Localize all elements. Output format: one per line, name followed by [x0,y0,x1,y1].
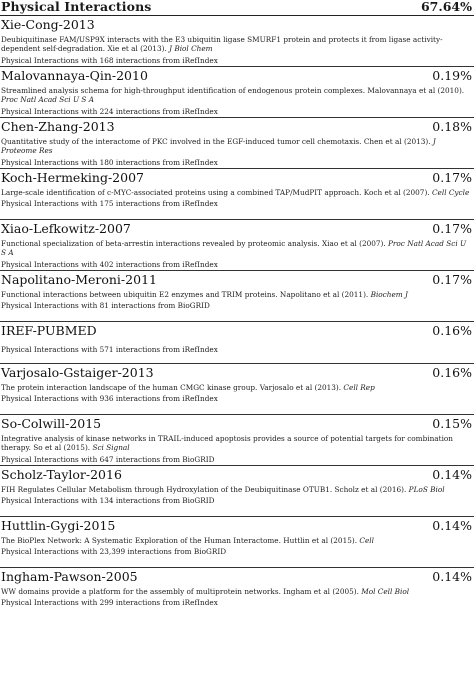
entry-name[interactable]: Chen-Zhang-2013 [1,119,115,134]
entry-percent: 0.14% [432,467,472,482]
entry-description [1,383,472,392]
entry-percent: 0.17% [432,170,472,185]
entry-name[interactable]: Huttlin-Gygi-2015 [1,518,116,533]
entry-name[interactable]: Varjosalo-Gstaiger-2013 [1,365,154,380]
entry-description-text: Quantitative study of the interactome of PKC involved in the EGF-induced tumor cell chemotaxis. Chen et al (2013). [1,137,431,146]
entry-percent: 0.17% [432,221,472,236]
entry-description-text: Functional interactions between ubiquitin E2 enzymes and TRIM proteins. Napolitano et al (2011). [1,290,369,299]
interaction-entry [0,16,474,67]
entry-source: Physical Interactions with 299 interactions from iRefIndex [1,598,218,608]
entry-journal: Cell Rep [343,383,375,392]
entry-name[interactable]: Ingham-Pawson-2005 [1,569,138,584]
interaction-entry [0,517,474,568]
entry-journal: Sci Signal [92,443,130,453]
entry-description [1,536,472,545]
section-title: Physical Interactions [1,0,152,14]
entry-percent: 0.17% [432,272,472,287]
entry-description-text: Integrative analysis of kinase networks in TRAIL-induced apoptosis provides a source of potential targets for combination therapy. So et al (2015). [1,434,454,453]
interaction-entry [0,415,474,466]
entry-percent: 0.18% [432,119,472,134]
entry-description [1,86,472,105]
entry-description [1,290,472,299]
entry-percent: 0.14% [432,518,472,533]
entry-description [1,137,472,156]
entry-description-text: The BioPlex Network: A Systematic Exploration of the Human Interactome. Huttlin et al (2015). [1,536,358,545]
interaction-entry [0,466,474,517]
entry-description-text: FIH Regulates Cellular Metabolism through Hydroxylation of the Deubiquitinase OTUB1. Scholz et al (2016). [1,485,407,494]
entry-description-text: Functional specialization of beta-arrestin interactions revealed by proteomic analysis. Xiao et al (2007). [1,239,386,248]
entry-source: Physical Interactions with 224 interactions from iRefIndex [1,106,218,116]
interaction-entry [0,322,474,364]
entry-source: Physical Interactions with 168 interactions from iRefIndex [1,55,218,65]
entry-journal: PLoS Biol [408,485,445,494]
entry-description-text: Large-scale identification of c-MYC-associated proteins using a combined TAP/MudPIT approach. Koch et al (2007). [1,188,430,197]
interaction-entry [0,220,474,271]
entry-journal: Proc Natl Acad Sci U S A [1,239,467,258]
entry-percent: 0.14% [432,569,472,584]
entry-name[interactable]: Napolitano-Meroni-2011 [1,272,157,287]
entry-description-text: The protein interaction landscape of the human CMGC kinase group. Varjosalo et al (2013). [1,383,342,392]
entry-percent: 0.19% [432,68,472,83]
section-header [0,0,474,16]
entry-name[interactable]: Scholz-Taylor-2016 [1,467,122,482]
entry-source: Physical Interactions with 571 interactions from iRefIndex [1,345,218,354]
entry-name[interactable]: Xiao-Lefkowitz-2007 [1,221,131,236]
entry-description [1,35,472,54]
entry-description [1,188,472,197]
entry-name[interactable]: Koch-Hermeking-2007 [1,170,144,185]
entry-percent: 0.16% [432,323,472,338]
entry-journal: Cell Cycle [431,188,470,197]
entry-journal: J Biol Chem [169,44,213,54]
entry-source: Physical Interactions with 134 interactions from BioGRID [1,496,215,506]
entry-journal: Cell [359,536,374,545]
interaction-entry [0,568,474,618]
entry-name[interactable]: So-Colwill-2015 [1,416,102,431]
entry-name[interactable]: Malovannaya-Qin-2010 [1,68,148,83]
entry-percent: 0.15% [432,416,472,431]
entry-source: Physical Interactions with 936 interactions from iRefIndex [1,394,218,404]
interaction-entry [0,169,474,220]
entry-description-text: WW domains provide a platform for the assembly of multiprotein networks. Ingham et al (2005). [1,587,359,596]
entry-source: Physical Interactions with 402 interactions from iRefIndex [1,259,218,269]
entry-journal: Proc Natl Acad Sci U S A [1,95,95,105]
section-percent: 67.64% [420,0,472,14]
entry-description [1,587,472,596]
entry-name[interactable]: IREF-PUBMED [1,323,97,338]
entry-name[interactable]: Xie-Cong-2013 [1,17,95,32]
entry-journal: Mol Cell Biol [361,587,410,596]
entry-description [1,485,472,494]
entry-source: Physical Interactions with 647 interactions from BioGRID [1,454,215,464]
entry-source: Physical Interactions with 180 interactions from iRefIndex [1,157,218,167]
interaction-entry [0,118,474,169]
entry-description [1,434,472,453]
interaction-entry [0,364,474,415]
entry-source: Physical Interactions with 81 interactions from BioGRID [1,301,210,311]
entry-journal: J Proteome Res [1,137,436,156]
interaction-entry [0,67,474,118]
entry-journal: Biochem J [370,290,408,299]
interaction-entry [0,271,474,322]
entry-description-text: Streamlined analysis schema for high-throughput identification of endogenous protein complexes. Malovannaya et al (2010). [1,86,465,95]
entry-source: Physical Interactions with 175 interactions from iRefIndex [1,199,218,209]
entry-source: Physical Interactions with 23,399 interactions from BioGRID [1,547,227,557]
entry-percent: 0.16% [432,365,472,380]
entry-description-text: Deubiquitinase FAM/USP9X interacts with the E3 ubiquitin ligase SMURF1 protein and protects it from ligase activity-dependent self-degradation. Xie et al (2013). [1,35,443,54]
entry-description [1,239,472,258]
